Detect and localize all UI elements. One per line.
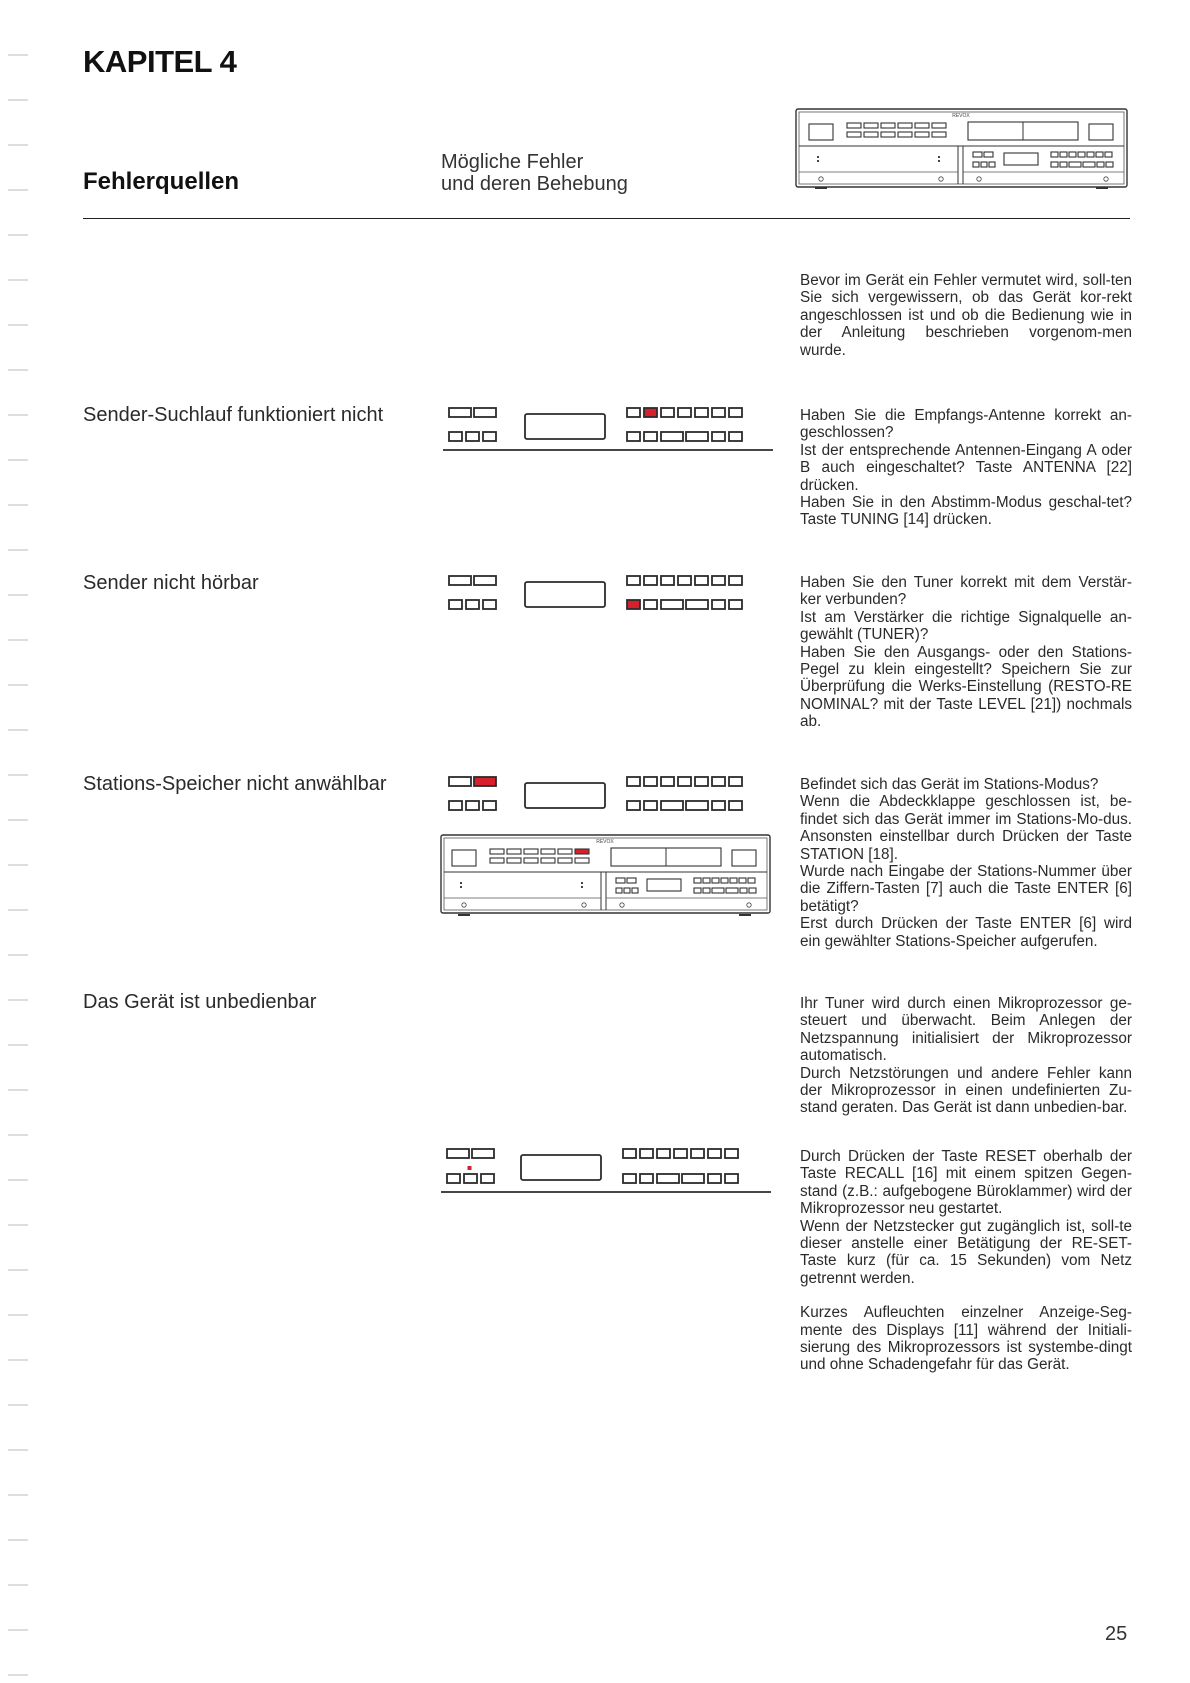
control-panel-diagram-memory: [443, 771, 773, 821]
issue-text-audible-p1: Haben Sie den Tuner korrekt mit dem Verstär-ker verbunden?: [800, 574, 1132, 609]
reset-hole-highlight: [468, 1166, 472, 1170]
issue-text-memory-p4: Erst durch Drücken der Taste ENTER [6] wird ein gewählter Stations-Speicher aufgerufen.: [800, 915, 1132, 950]
issue-text-unresponsive-p2: Durch Netzstörungen und andere Fehler kann der Mikroprozessor in einen undefinierten Zu-stand geraten. Das Gerät ist dann unbedien-bar.: [800, 1064, 1132, 1117]
section-subtitle: [441, 151, 628, 195]
issue-text-audible-p3: Haben Sie den Ausgangs- oder den Stations-Pegel zu klein eingestellt? Speichern Sie zur Überprüfung die Werks-Einstellung (RESTO-RE NOMINAL? mit der Taste LEVEL [21]) nochmals ab.: [800, 643, 1132, 731]
station-key-highlight: [474, 777, 496, 786]
device-logo: REVOX: [952, 113, 970, 119]
control-panel-diagram-search: [443, 402, 773, 452]
issue-label-search: Sender-Suchlauf funktioniert nicht: [83, 404, 384, 426]
left-keys: [449, 408, 496, 441]
issue-label-unresponsive: Das Gerät ist unbedienbar: [83, 991, 317, 1013]
issue-text-memory-p1: Befindet sich das Gerät im Stations-Modus?: [800, 776, 1099, 793]
device-logo-small: REVOX: [596, 839, 614, 845]
antenna-key-highlight: [644, 408, 657, 417]
level-key-highlight: [627, 600, 640, 609]
issue-text-unresponsive-p1: Ihr Tuner wird durch einen Mikroprozessor ge-steuert und überwacht. Beim Anlegen der Netzspannung initialisiert der Mikroprozessor automatisch.: [800, 995, 1132, 1065]
issue-text-search-p1: Haben Sie die Empfangs-Antenne korrekt an-geschlossen?: [800, 407, 1132, 442]
control-panel-diagram-reset: [441, 1144, 771, 1194]
issue-text-reset: [800, 1148, 1132, 1374]
issue-text-memory-p2: Wenn die Abdeckklappe geschlossen ist, be-findet sich das Gerät immer im Stations-Mo-dus. Ansonsten einstellbar durch Drücken der Taste STATION [18].: [800, 793, 1132, 863]
key-row-top: [627, 408, 742, 417]
issue-label-memory: Stations-Speicher nicht anwählbar: [83, 773, 387, 795]
key-row-bottom: [627, 432, 742, 441]
issue-text-search: [800, 407, 1132, 529]
tuner-front-closed-illustration: [440, 832, 772, 920]
issue-text-audible-p2: Ist am Verstärker die richtige Signalquelle an-gewählt (TUNER)?: [800, 608, 1132, 644]
subtitle-line-2: und deren Behebung: [441, 173, 628, 195]
page-number: 25: [1105, 1623, 1128, 1645]
issue-text-reset-p3: Kurzes Aufleuchten einzelner Anzeige-Seg-mente des Displays [11] während der Initiali-sierung des Mikroprozessors ist systembe-dingt und ohne Schadengefahr für das Gerät.: [800, 1304, 1132, 1374]
tuner-front-illustration: [795, 106, 1129, 192]
issue-text-unresponsive: [800, 995, 1132, 1117]
issue-label-audible: Sender nicht hörbar: [83, 572, 259, 594]
intro-text: Bevor im Gerät ein Fehler vermutet wird, soll-ten Sie sich vergewissern, ob das Gerät kor-rekt angeschlossen ist und ob die Bedienung wie in der Anleitung beschrieben vorgenom-men wurde.: [800, 272, 1132, 359]
issue-text-reset-p1: Durch Drücken der Taste RESET oberhalb der Taste RECALL [16] mit einem spitzen Gegen-stand (z.B.: aufgebogene Büroklammer) wird der Mikroprozessor neu gestartet.: [800, 1148, 1132, 1218]
issue-text-memory-p3: Wurde nach Eingabe der Stations-Nummer über die Ziffern-Tasten [7] auch die Taste ENTER [6] betätigt?: [800, 863, 1132, 915]
display-window: [525, 414, 605, 439]
issue-text-audible: [800, 574, 1132, 731]
margin-ticks: [8, 0, 32, 1683]
section-title: Fehlerquellen: [83, 168, 240, 195]
issue-text-memory: [800, 776, 1132, 950]
subtitle-line-1: Mögliche Fehler: [441, 151, 584, 173]
header-rule: [83, 218, 1130, 219]
issue-text-reset-p2: Wenn der Netzstecker gut zugänglich ist, soll-te dieser anstelle einer Betätigung der RE-SET-Taste kurz (für ca. 15 Sekunden) vom Netz getrennt werden.: [800, 1217, 1132, 1287]
control-panel-diagram-audible: [443, 570, 773, 620]
chapter-heading: KAPITEL 4: [83, 44, 237, 79]
issue-text-search-p2: Ist der entsprechende Antennen-Eingang A oder B auch eingeschaltet? Taste ANTENNA [22] drücken.: [800, 441, 1132, 494]
issue-text-search-p3: Haben Sie in den Abstimm-Modus geschal-tet? Taste TUNING [14] drücken.: [800, 494, 1132, 529]
